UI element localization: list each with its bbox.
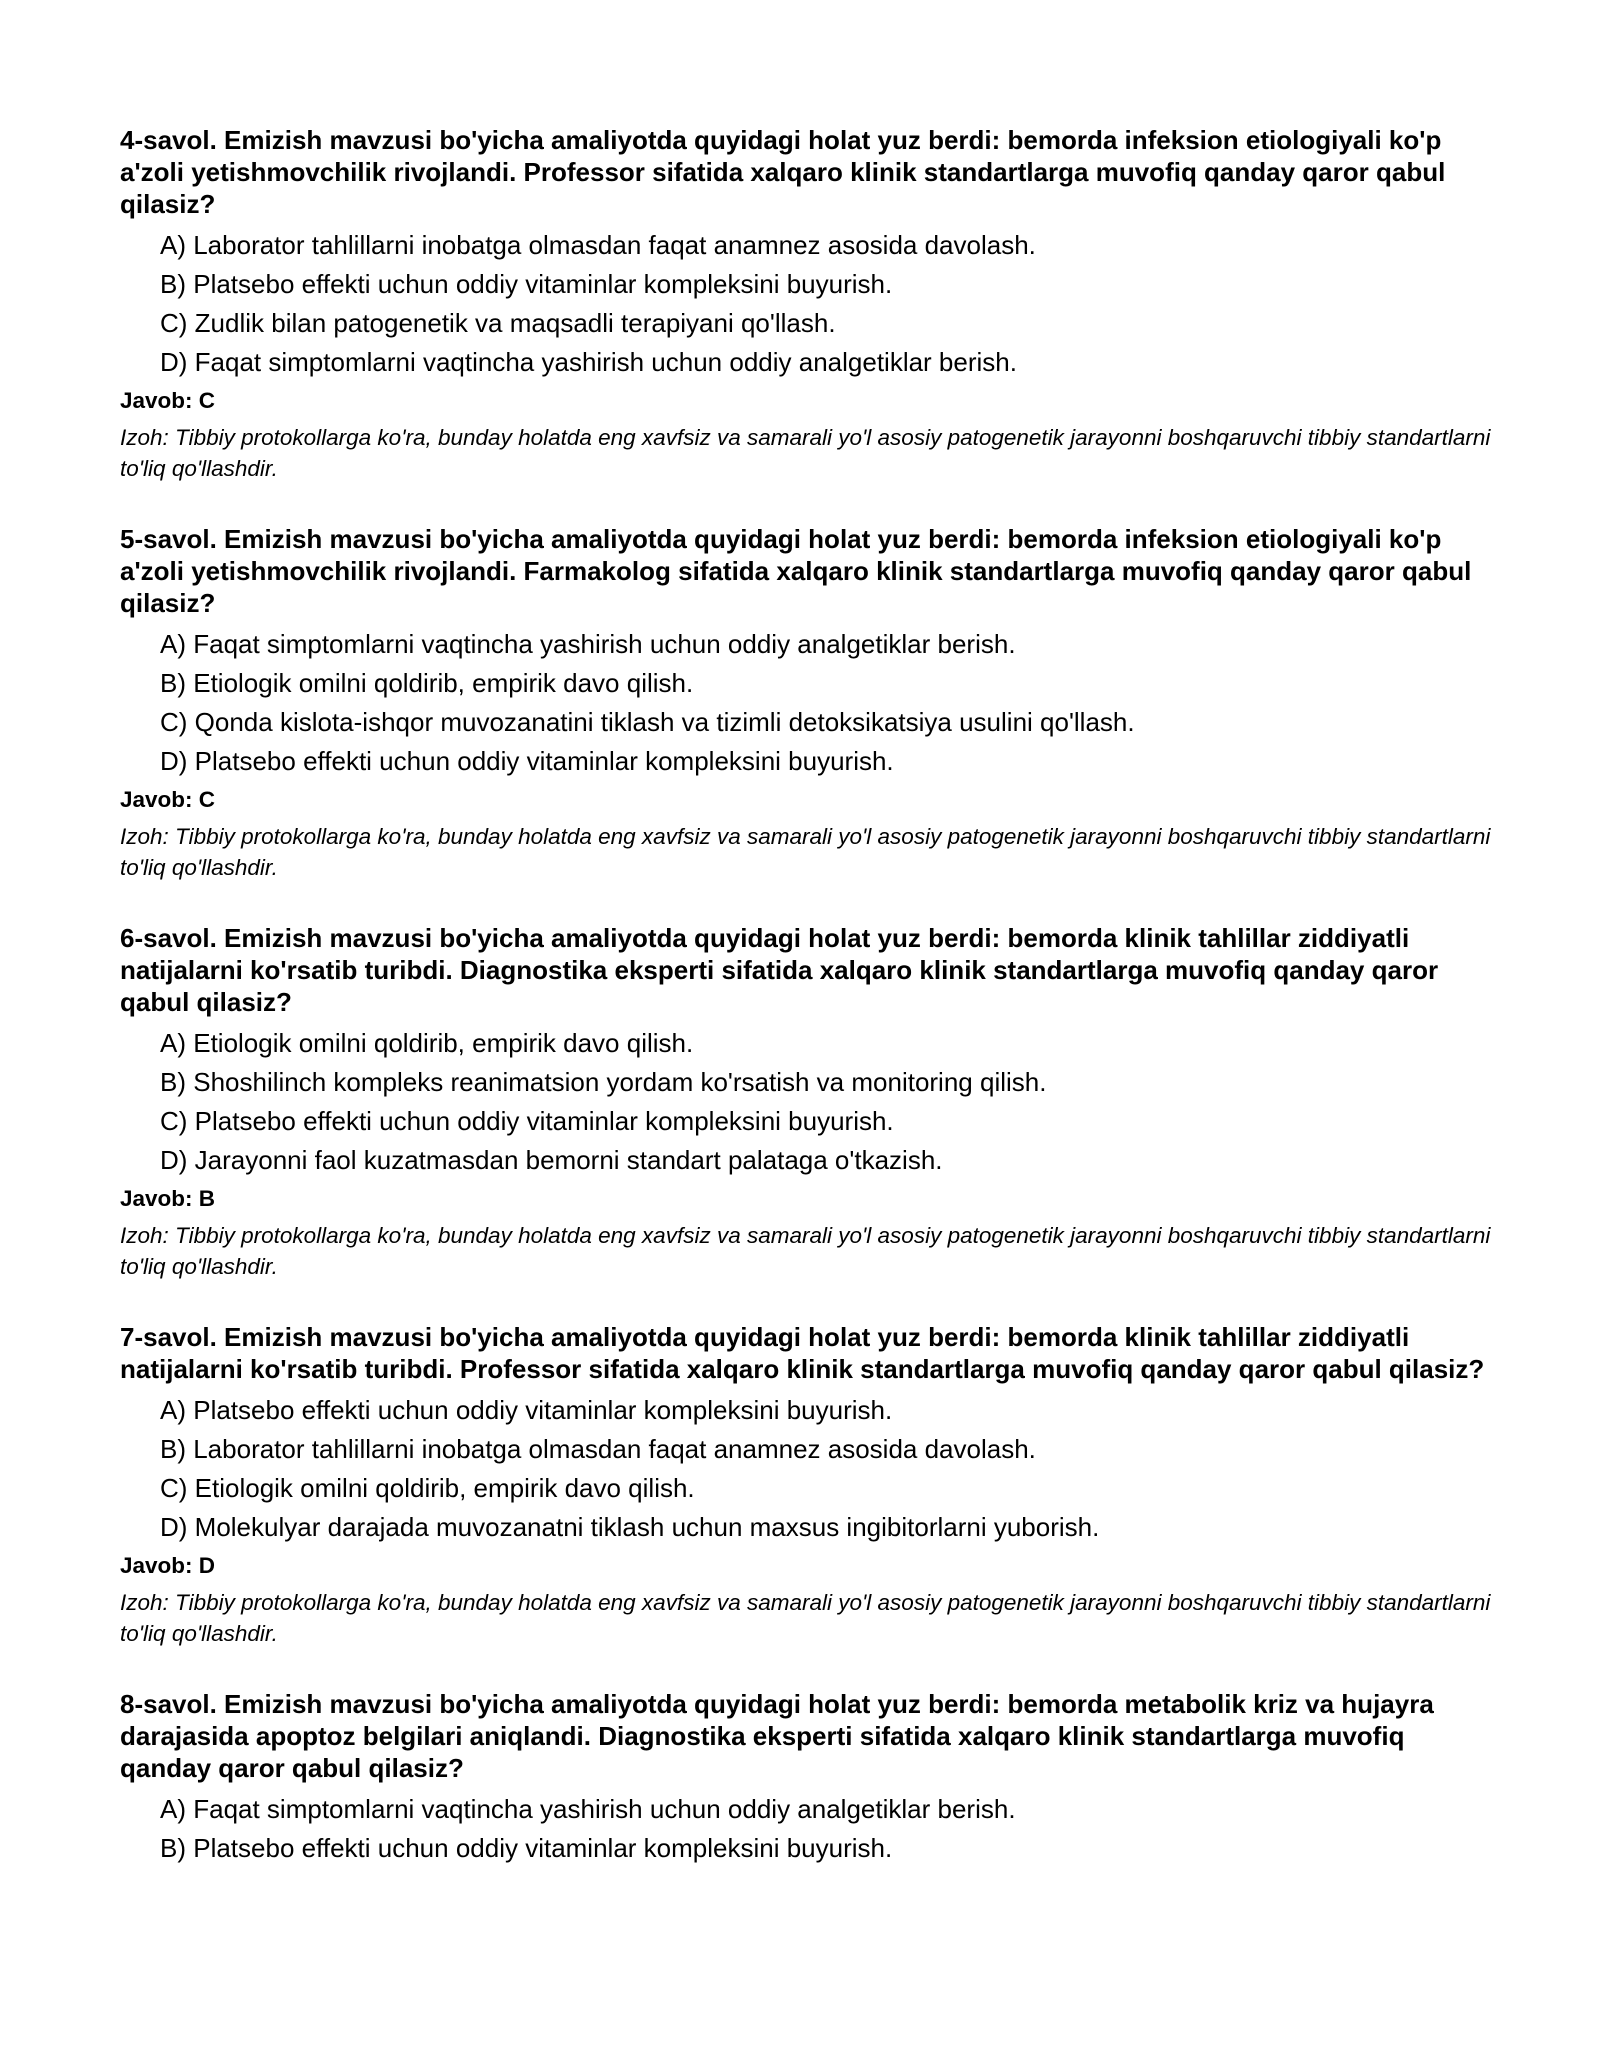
answer-option: D) Faqat simptomlarni vaqtincha yashirish uchun oddiy analgetiklar berish.	[160, 347, 1017, 377]
question-title: 8-savol. Emizish mavzusi bo'yicha amaliyotda quyidagi holat yuz berdi: bemorda metabolik kriz va hujayra darajasida apoptoz belgilari aniqlandi. Diagnostika eksperti sifatida xalqaro klinik standartlarga muvofiq qanday qaror qabul qilasiz?	[120, 1689, 1434, 1783]
answer-option: B) Etiologik omilni qoldirib, empirik davo qilish.	[160, 668, 694, 698]
answer-option: C) Zudlik bilan patogenetik va maqsadli terapiyani qo'llash.	[160, 308, 836, 338]
answer-option: A) Platsebo effekti uchun oddiy vitaminlar kompleksini buyurish.	[160, 1395, 893, 1425]
answer-key: Javob: D	[120, 1553, 216, 1578]
question-block	[120, 523, 1500, 883]
answer-option: C) Platsebo effekti uchun oddiy vitaminlar kompleksini buyurish.	[160, 1106, 894, 1136]
explanation-note: Izoh: Tibbiy protokollarga ko'ra, bunday holatda eng xavfsiz va samarali yo'l asosiy patogenetik jarayonni boshqaruvchi tibbiy standartlarni to'liq qo'llashdir.	[120, 425, 1491, 481]
answer-option: C) Qonda kislota-ishqor muvozanatini tiklash va tizimli detoksikatsiya usulini qo'llash.	[160, 707, 1135, 737]
answer-option: A) Etiologik omilni qoldirib, empirik davo qilish.	[160, 1028, 694, 1058]
answer-option: C) Etiologik omilni qoldirib, empirik davo qilish.	[160, 1473, 695, 1503]
answer-option: D) Platsebo effekti uchun oddiy vitaminlar kompleksini buyurish.	[160, 746, 894, 776]
explanation-note: Izoh: Tibbiy protokollarga ko'ra, bunday holatda eng xavfsiz va samarali yo'l asosiy patogenetik jarayonni boshqaruvchi tibbiy standartlarni to'liq qo'llashdir.	[120, 1590, 1491, 1646]
question-block	[120, 124, 1500, 484]
answer-option: B) Shoshilinch kompleks reanimatsion yordam ko'rsatish va monitoring qilish.	[160, 1067, 1047, 1097]
question-block	[120, 922, 1500, 1282]
question-title: 4-savol. Emizish mavzusi bo'yicha amaliyotda quyidagi holat yuz berdi: bemorda infeksion etiologiyali ko'p a'zoli yetishmovchilik rivojlandi. Professor sifatida xalqaro klinik standartlarga muvofiq qanday qaror qabul qilasiz?	[120, 125, 1446, 219]
question-title: 6-savol. Emizish mavzusi bo'yicha amaliyotda quyidagi holat yuz berdi: bemorda klinik tahlillar ziddiyatli natijalarni ko'rsatib turibdi. Diagnostika eksperti sifatida xalqaro klinik standartlarga muvofiq qanday qaror qabul qilasiz?	[120, 923, 1439, 1017]
answer-option: D) Molekulyar darajada muvozanatni tiklash uchun maxsus ingibitorlarni yuborish.	[160, 1512, 1100, 1542]
explanation-note: Izoh: Tibbiy protokollarga ko'ra, bunday holatda eng xavfsiz va samarali yo'l asosiy patogenetik jarayonni boshqaruvchi tibbiy standartlarni to'liq qo'llashdir.	[120, 1223, 1491, 1279]
question-block	[120, 1688, 1500, 1863]
question-title: 5-savol. Emizish mavzusi bo'yicha amaliyotda quyidagi holat yuz berdi: bemorda infeksion etiologiyali ko'p a'zoli yetishmovchilik rivojlandi. Farmakolog sifatida xalqaro klinik standartlarga muvofiq qanday qaror qabul qilasiz?	[120, 524, 1472, 618]
answer-option: B) Platsebo effekti uchun oddiy vitaminlar kompleksini buyurish.	[160, 269, 893, 299]
question-title: 7-savol. Emizish mavzusi bo'yicha amaliyotda quyidagi holat yuz berdi: bemorda klinik tahlillar ziddiyatli natijalarni ko'rsatib turibdi. Professor sifatida xalqaro klinik standartlarga muvofiq qanday qaror qabul qilasiz?	[120, 1322, 1485, 1384]
question-block	[120, 1321, 1500, 1649]
answer-option: A) Faqat simptomlarni vaqtincha yashirish uchun oddiy analgetiklar berish.	[160, 629, 1016, 659]
answer-option: B) Platsebo effekti uchun oddiy vitaminlar kompleksini buyurish.	[160, 1833, 893, 1863]
answer-option: A) Laborator tahlillarni inobatga olmasdan faqat anamnez asosida davolash.	[160, 230, 1036, 260]
answer-option: D) Jarayonni faol kuzatmasdan bemorni standart palataga o'tkazish.	[160, 1145, 943, 1175]
answer-key: Javob: C	[120, 787, 216, 812]
answer-option: A) Faqat simptomlarni vaqtincha yashirish uchun oddiy analgetiklar berish.	[160, 1794, 1016, 1824]
answer-key: Javob: B	[120, 1186, 216, 1211]
answer-key: Javob: C	[120, 388, 216, 413]
document-body	[120, 124, 1500, 1902]
answer-option: B) Laborator tahlillarni inobatga olmasdan faqat anamnez asosida davolash.	[160, 1434, 1036, 1464]
explanation-note: Izoh: Tibbiy protokollarga ko'ra, bunday holatda eng xavfsiz va samarali yo'l asosiy patogenetik jarayonni boshqaruvchi tibbiy standartlarni to'liq qo'llashdir.	[120, 824, 1491, 880]
